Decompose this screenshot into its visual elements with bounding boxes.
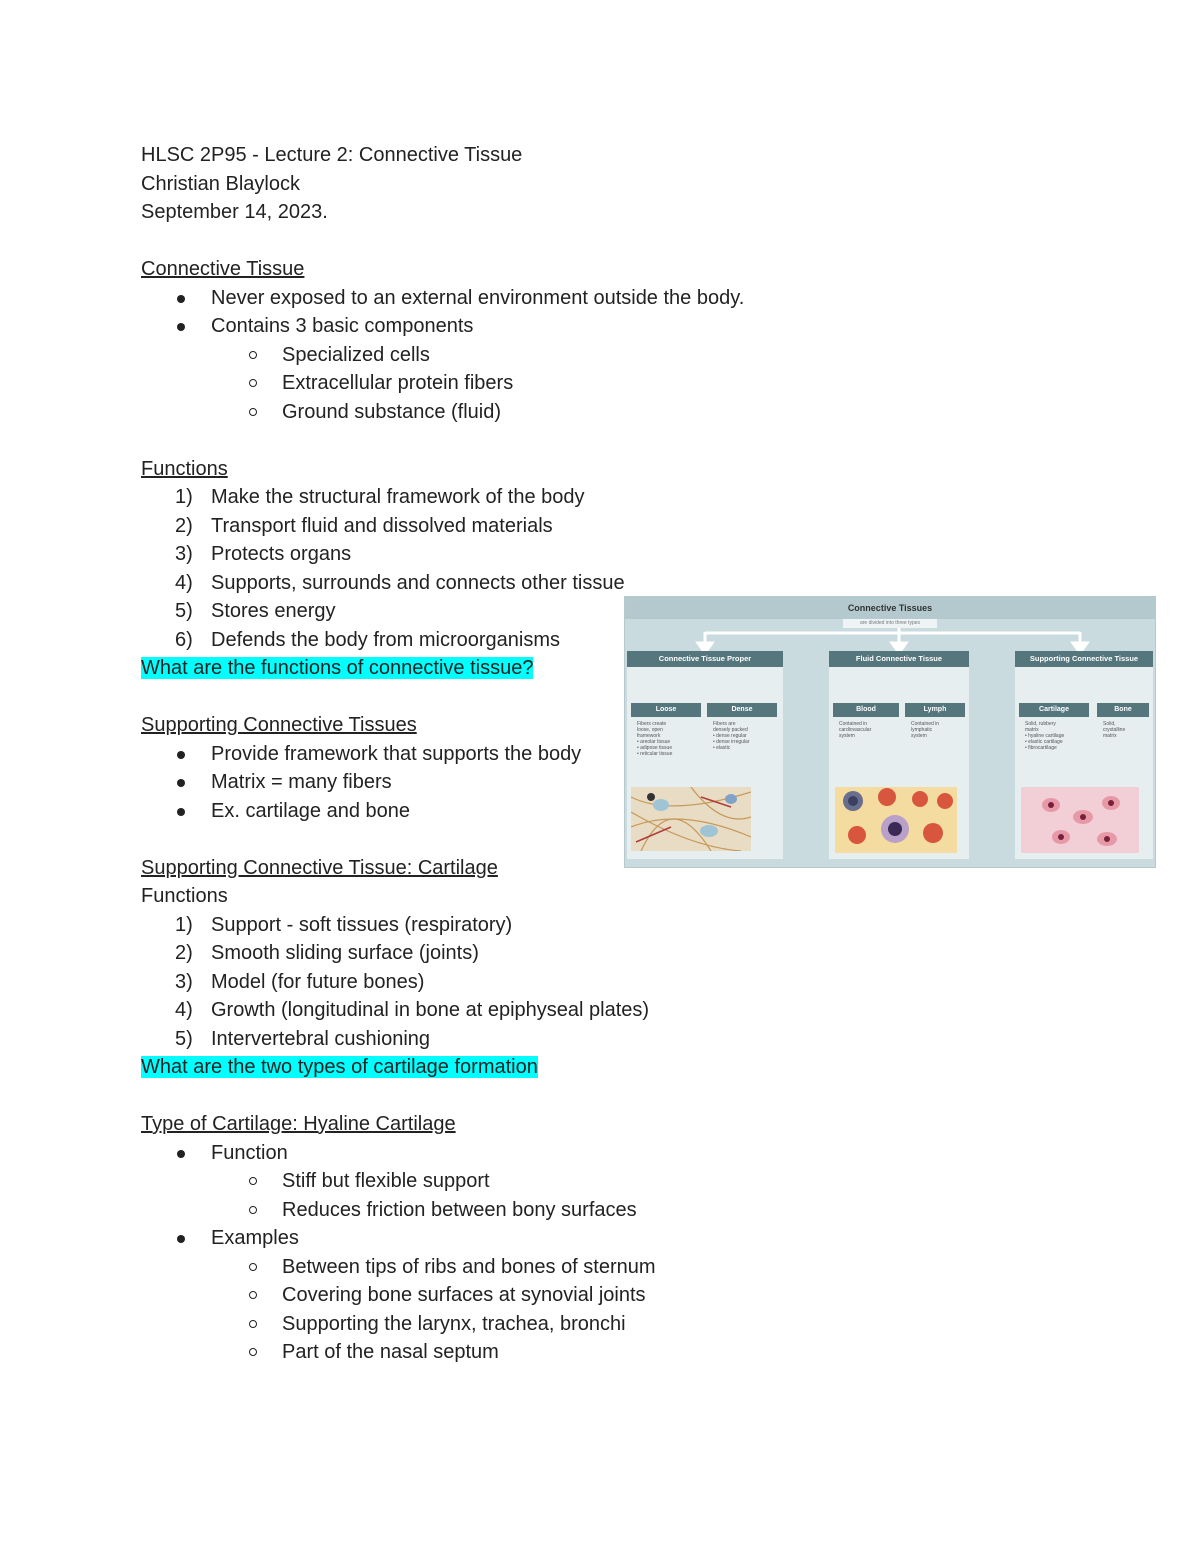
subtype-heading: Dense — [707, 703, 777, 717]
bullet-icon — [177, 295, 185, 303]
list-item: 2) Transport fluid and dissolved materials — [175, 514, 553, 537]
heading-connective-tissue: Connective Tissue — [141, 258, 305, 280]
heading-hyaline: Type of Cartilage: Hyaline Cartilage — [141, 1113, 456, 1135]
subtype-heading: Lymph — [905, 703, 965, 717]
subtype-description: Fibers create loose, open framework • areolar tissue • adipose tissue • reticular tissue — [637, 721, 673, 757]
figure-column-supporting — [1015, 651, 1153, 859]
figure-subtitle: are divided into three types — [843, 619, 937, 628]
list-item: Part of the nasal septum — [141, 1338, 1141, 1367]
heading-supporting-tissues: Supporting Connective Tissues — [141, 714, 417, 736]
bullet-icon — [177, 323, 185, 331]
subtype-description: Solid, rubbery matrix • hyaline cartilage • elastic cartilage • fibrocartilage — [1025, 721, 1065, 751]
list-item: Covering bone surfaces at synovial joints — [141, 1281, 1141, 1310]
hollow-bullet-icon — [249, 1291, 257, 1299]
cartilage-micrograph — [1021, 787, 1139, 853]
list-item: Provide framework that supports the body — [141, 740, 1141, 769]
hollow-bullet-icon — [249, 408, 257, 416]
subtype-heading: Loose — [631, 703, 701, 717]
doc-date: September 14, 2023. — [141, 201, 328, 223]
list-item: 5) Intervertebral cushioning — [175, 1027, 431, 1050]
column-heading: Supporting Connective Tissue — [1015, 651, 1153, 667]
column-heading: Fluid Connective Tissue — [829, 651, 969, 667]
doc-author: Christian Blaylock — [141, 172, 300, 195]
hollow-bullet-icon — [249, 379, 257, 387]
list-item: 4) Supports, surrounds and connects other tissue — [175, 571, 625, 594]
hollow-bullet-icon — [249, 1263, 257, 1271]
doc-title: HLSC 2P95 - Lecture 2: Connective Tissue — [141, 144, 523, 166]
hollow-bullet-icon — [249, 1177, 257, 1185]
list-item: 5) Stores energy — [175, 600, 336, 622]
highlighted-question: What are the two types of cartilage formation — [141, 1056, 538, 1078]
list-item: 6) Defends the body from microorganisms — [175, 628, 561, 651]
list-item: Never exposed to an external environment outside the body. — [141, 284, 1141, 313]
figure-title: Connective Tissues — [625, 597, 1155, 619]
cartilage-functions-list — [141, 911, 1141, 1054]
figure-column-fluid — [829, 651, 969, 859]
list-item: Examples — [141, 1224, 1141, 1253]
connective-tissues-figure — [624, 596, 1156, 868]
list-item: Function — [141, 1139, 1141, 1168]
list-item: Supporting the larynx, trachea, bronchi — [141, 1310, 1141, 1339]
hollow-bullet-icon — [249, 1348, 257, 1356]
subtype-description: Contained in cardiovascular system — [839, 721, 872, 739]
hollow-bullet-icon — [249, 351, 257, 359]
bullet-icon — [177, 1235, 185, 1243]
list-item: Specialized cells — [141, 341, 1141, 370]
list-item: 3) Protects organs — [175, 543, 352, 565]
bullet-icon — [177, 808, 185, 816]
subtype-heading: Cartilage — [1019, 703, 1089, 717]
list-item: Matrix = many fibers — [141, 768, 1141, 797]
list-item: Ground substance (fluid) — [141, 398, 1141, 427]
connective-tissue-list — [141, 284, 1141, 427]
list-item: Stiff but flexible support — [141, 1167, 1141, 1196]
subtype-heading: Bone — [1097, 703, 1149, 717]
list-item: 3) Model (for future bones) — [175, 970, 425, 993]
hollow-bullet-icon — [249, 1206, 257, 1214]
highlighted-question: What are the functions of connective tissue? — [141, 657, 534, 679]
list-item: 4) Growth (longitudinal in bone at epiphyseal plates) — [175, 999, 650, 1021]
subtype-description: Contained in lymphatic system — [911, 721, 940, 739]
figure-column-proper — [627, 651, 783, 859]
column-heading: Connective Tissue Proper — [627, 651, 783, 667]
list-item: Between tips of ribs and bones of sternum — [141, 1253, 1141, 1282]
list-item: Contains 3 basic components — [141, 312, 1141, 341]
list-item: Ex. cartilage and bone — [141, 797, 1141, 826]
subheading-functions: Functions — [141, 885, 228, 907]
list-item: 1) Support - soft tissues (respiratory) — [175, 913, 513, 936]
subtype-heading: Blood — [833, 703, 899, 717]
list-item: Reduces friction between bony surfaces — [141, 1196, 1141, 1225]
heading-cartilage: Supporting Connective Tissue: Cartilage — [141, 856, 498, 879]
bullet-icon — [177, 779, 185, 787]
list-item: 2) Smooth sliding surface (joints) — [175, 942, 479, 964]
bullet-icon — [177, 1150, 185, 1158]
hollow-bullet-icon — [249, 1320, 257, 1328]
bullet-icon — [177, 751, 185, 759]
loose-tissue-micrograph — [631, 787, 751, 851]
subtype-description: Fibers are densely packed • dense regular • dense irregular • elastic — [713, 721, 750, 751]
heading-functions: Functions — [141, 457, 228, 480]
blood-micrograph — [835, 787, 957, 853]
list-item: Extracellular protein fibers — [141, 369, 1141, 398]
list-item: 1) Make the structural framework of the body — [175, 486, 585, 508]
hyaline-list — [141, 1139, 1141, 1367]
subtype-description: Solid, crystalline matrix — [1103, 721, 1126, 739]
